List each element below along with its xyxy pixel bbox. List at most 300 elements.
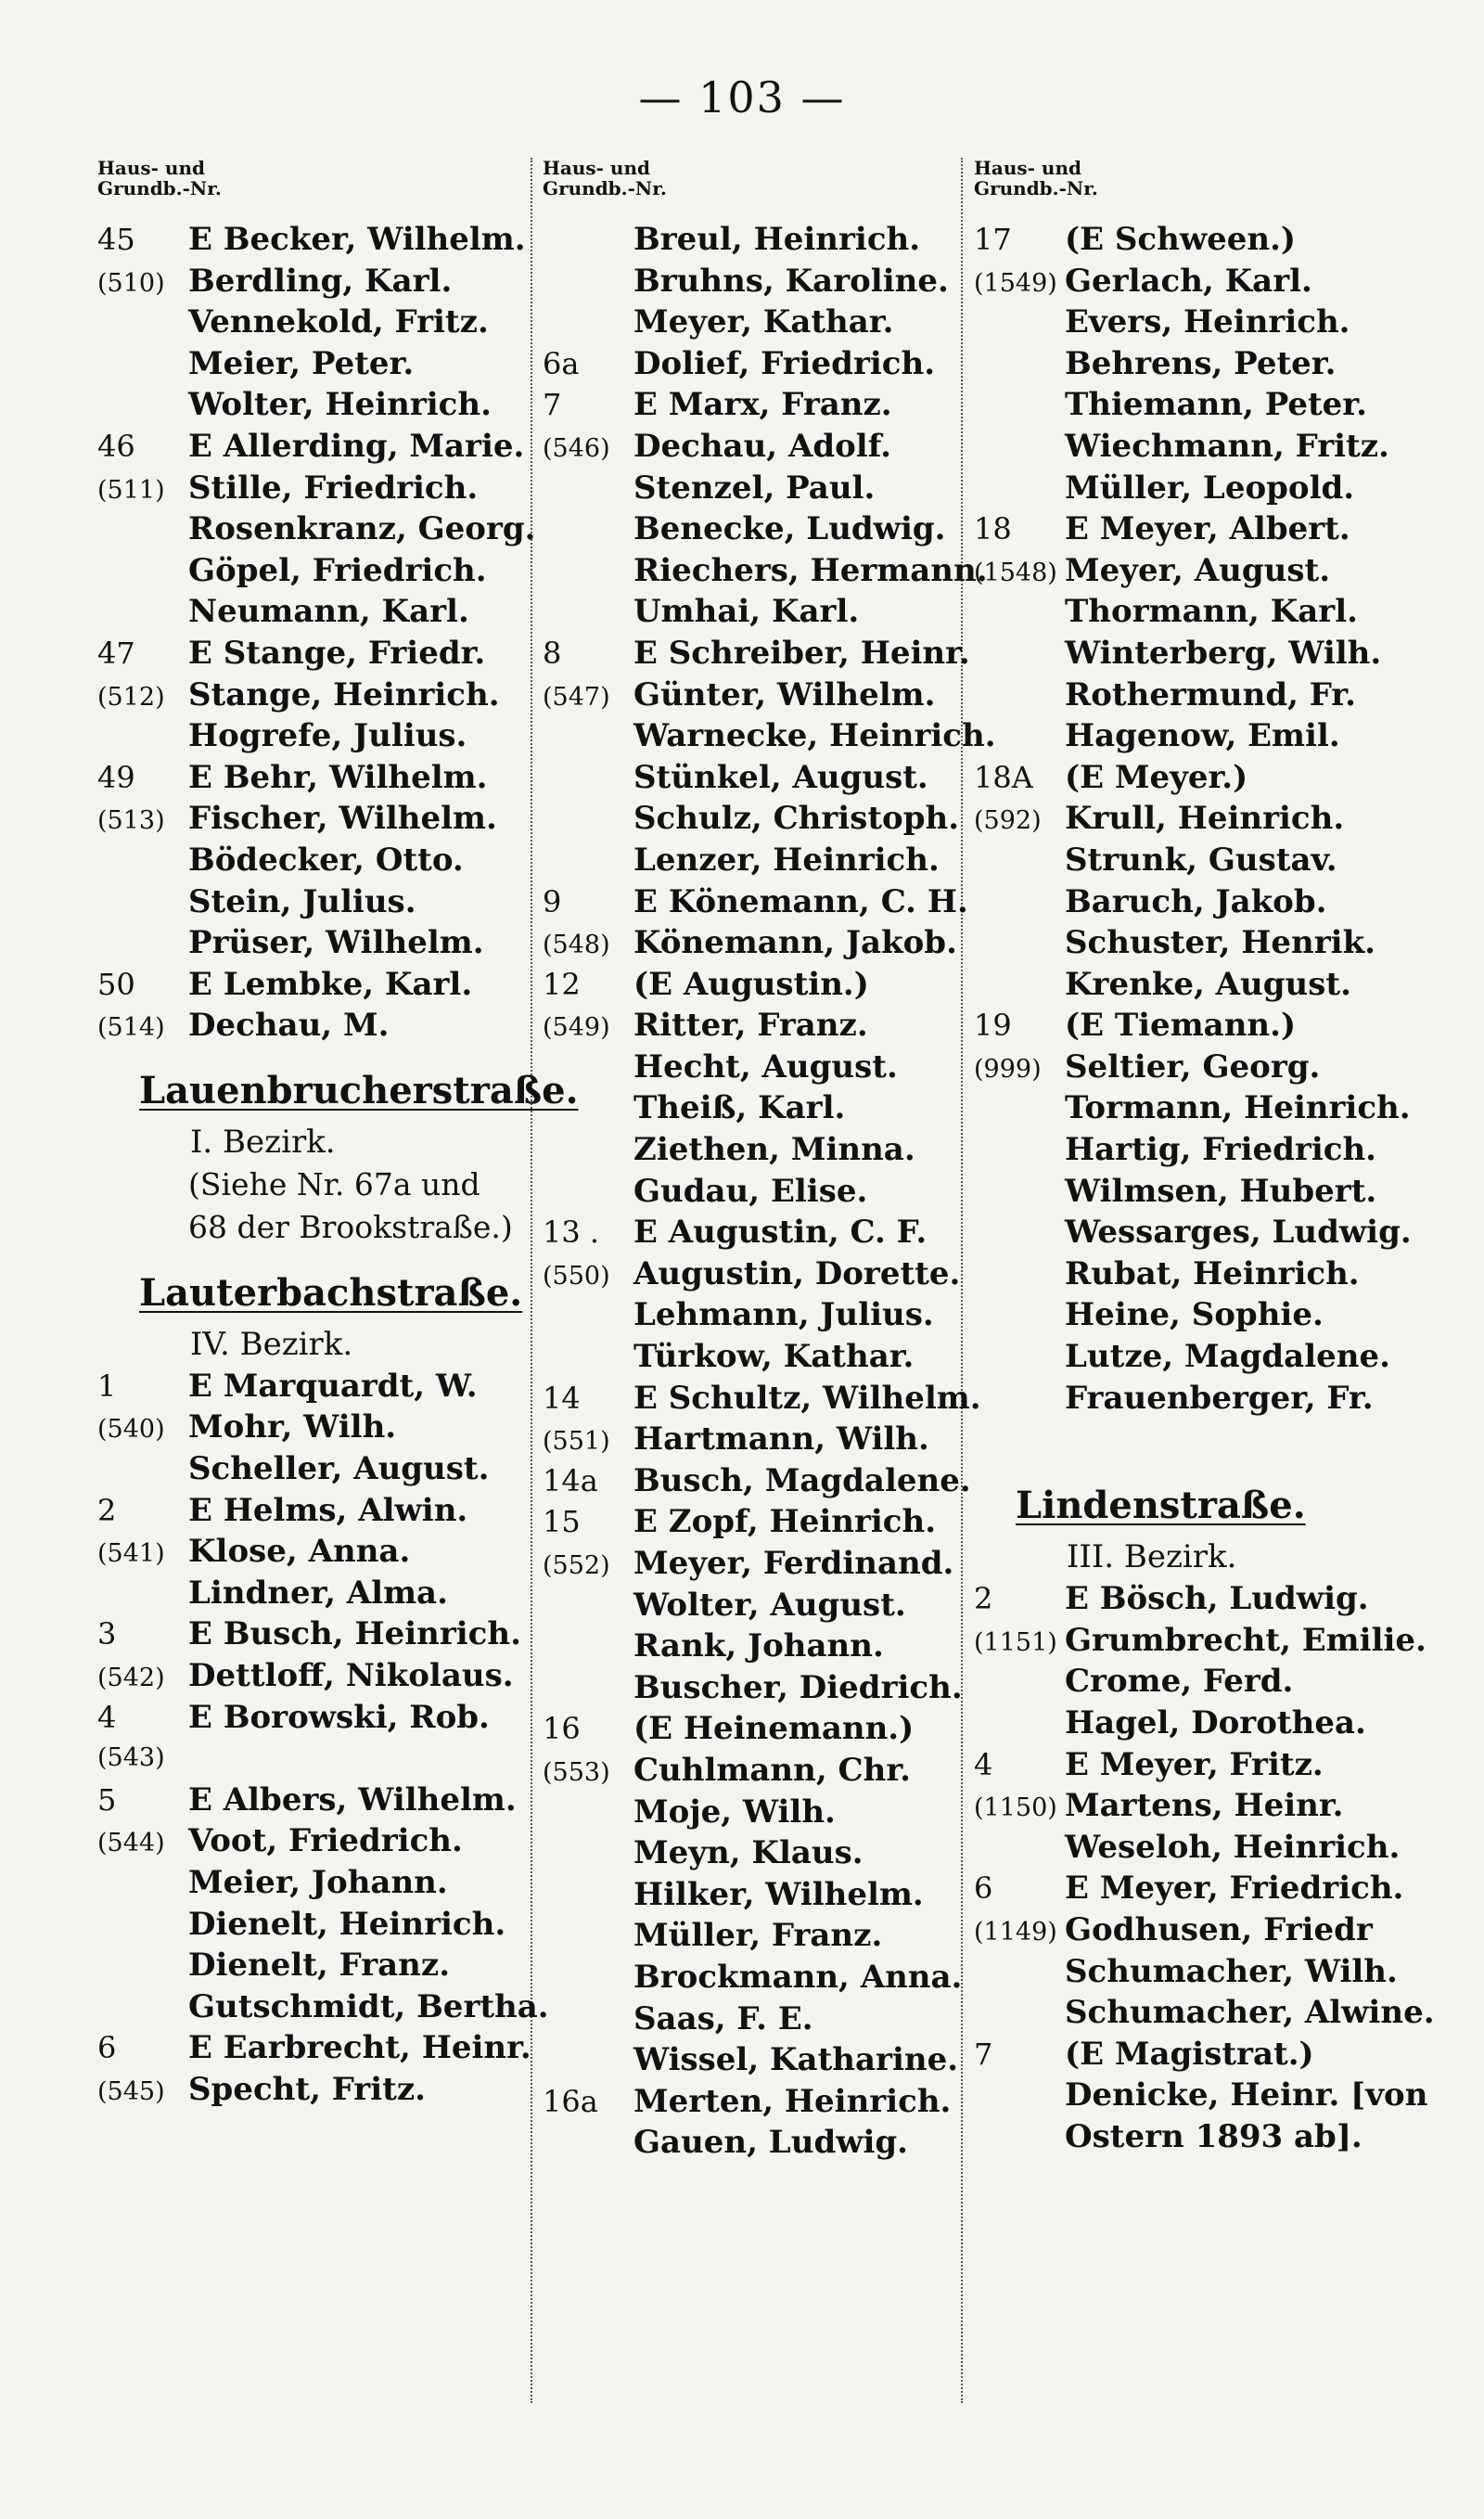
resident-name: Ritter, Franz. [633, 1007, 868, 1045]
directory-entry [97, 1945, 547, 1986]
directory-entry [97, 302, 547, 343]
resident-name: Gutschmidt, Bertha. [188, 1987, 549, 2025]
resident-name: E Allerding, Marie. [188, 427, 525, 465]
directory-entry [97, 1531, 547, 1573]
resident-name: Buscher, Diedrich. [633, 1668, 963, 1706]
directory-entry [974, 2034, 1424, 2076]
directory-entry [543, 550, 992, 592]
directory-entry [97, 343, 547, 385]
resident-name: Crome, Ferd. [1065, 1663, 1294, 1701]
directory-entry [974, 2075, 1428, 2116]
resident-name: Müller, Leopold. [1065, 469, 1355, 507]
resident-name: Bruhns, Karoline. [633, 262, 949, 300]
directory-entry [543, 1171, 992, 1213]
directory-entry [974, 1171, 1424, 1213]
resident-name: Hagel, Dorothea. [1065, 1704, 1366, 1741]
resident-name: Specht, Fritz. [188, 2070, 426, 2108]
directory-entry [97, 922, 547, 964]
house-number: (999) [974, 1054, 1042, 1084]
directory-entry [97, 757, 547, 799]
column-header [543, 158, 992, 219]
resident-name: Evers, Heinrich. [1065, 303, 1350, 341]
directory-entry [974, 591, 1424, 633]
resident-name: (E Meyer.) [1065, 758, 1248, 796]
house-number: (1150) [974, 1793, 1057, 1823]
resident-name: Wessarges, Ludwig. [1065, 1214, 1412, 1252]
resident-name: Gudau, Elise. [633, 1172, 868, 1210]
resident-name: Gauen, Ludwig. [633, 2124, 909, 2162]
directory-entry [97, 1490, 547, 1532]
directory-entry [543, 591, 992, 633]
column-3 [974, 157, 1435, 2158]
resident-name: Brockmann, Anna. [633, 1958, 963, 1996]
street-heading: Lauenbrucherstraße. [139, 1068, 579, 1112]
house-number: (550) [543, 1261, 610, 1291]
directory-entry [543, 675, 992, 716]
resident-name: Schumacher, Wilh. [1065, 1952, 1398, 1990]
house-number: 14a [543, 1462, 598, 1498]
resident-name: Schuster, Henrik. [1065, 924, 1375, 962]
resident-name: Umhai, Karl. [633, 593, 860, 631]
directory-entry [974, 840, 1424, 881]
directory-entry [97, 1005, 547, 1047]
directory-entry [543, 1957, 992, 1998]
directory-entry [974, 1378, 1424, 1420]
resident-name: Seltier, Georg. [1065, 1047, 1321, 1086]
resident-name: Lutze, Magdalene. [1065, 1338, 1390, 1376]
street-heading: Lindenstraße. [1016, 1484, 1306, 1528]
reference-note: 68 der Brookstraße.) [188, 1208, 513, 1245]
page-number: — 103 — [638, 72, 846, 122]
house-number: 8 [543, 635, 562, 671]
directory-entry [543, 219, 992, 261]
directory-entry [974, 468, 1424, 509]
directory-entry [97, 550, 547, 592]
house-number: (542) [97, 1664, 165, 1693]
resident-name: (E Schween.) [1065, 221, 1296, 258]
resident-name: Könemann, Jakob. [633, 924, 957, 962]
directory-entry [974, 1868, 1424, 1909]
resident-name: Dienelt, Heinrich. [188, 1905, 506, 1943]
directory-entry [974, 1703, 1424, 1744]
house-number: (1151) [974, 1627, 1057, 1657]
column-header-line: Grundb.-Nr. [97, 177, 222, 199]
directory-entry [97, 1407, 547, 1448]
house-number: 17 [974, 222, 1012, 257]
directory-entry [97, 798, 547, 840]
house-number: (514) [97, 1013, 165, 1043]
resident-name: Rosenkranz, Georg. [188, 510, 536, 548]
resident-name: Schumacher, Alwine. [1065, 1994, 1435, 2032]
house-number: 13 . [543, 1215, 600, 1251]
directory-entry [97, 881, 547, 923]
resident-name: Mohr, Wilh. [188, 1408, 397, 1446]
directory-entry [97, 219, 547, 261]
house-number: (510) [97, 268, 165, 298]
resident-name: Lenzer, Heinrich. [633, 841, 940, 879]
resident-name: Scheller, August. [188, 1450, 490, 1488]
directory-entry [974, 1661, 1424, 1703]
resident-name: E Meyer, Fritz. [1065, 1745, 1324, 1783]
directory-entry [543, 1792, 992, 1833]
house-number: (592) [974, 806, 1042, 836]
directory-entry [97, 1862, 547, 1904]
directory-entry [543, 633, 992, 675]
resident-name: Vennekold, Fritz. [188, 303, 489, 341]
directory-entry [543, 1212, 992, 1253]
resident-name: (E Tiemann.) [1065, 1007, 1297, 1045]
resident-name: Dechau, M. [188, 1007, 390, 1045]
directory-entry [974, 550, 1424, 592]
resident-name: Dienelt, Franz. [188, 1947, 451, 1985]
house-number: (545) [97, 2076, 165, 2106]
directory-entry [974, 798, 1424, 840]
directory-entry [543, 1501, 992, 1543]
resident-name: E Könemann, C. H. [633, 882, 968, 920]
resident-name: Weseloh, Heinrich. [1065, 1828, 1401, 1866]
directory-entry [543, 757, 992, 799]
resident-name: E Meyer, Friedrich. [1065, 1870, 1404, 1908]
resident-name: Wiechmann, Fritz. [1065, 427, 1389, 465]
directory-entry [97, 1904, 547, 1946]
directory-entry [543, 1336, 992, 1378]
house-number: 16 [543, 1711, 581, 1747]
resident-name: Winterberg, Wilh. [1065, 634, 1382, 672]
house-number: 5 [97, 1781, 117, 1818]
directory-entry [974, 261, 1424, 302]
house-number: (553) [543, 1757, 610, 1787]
directory-entry [543, 1874, 992, 1916]
directory-entry [543, 261, 992, 302]
directory-entry [543, 964, 992, 1006]
directory-entry [974, 1992, 1435, 2034]
directory-entry [97, 675, 547, 716]
directory-entry [543, 922, 992, 964]
directory-entry [974, 922, 1424, 964]
resident-name: Türkow, Kathar. [633, 1338, 915, 1376]
house-number: (544) [97, 1829, 165, 1858]
directory-entry [97, 1613, 547, 1655]
resident-name: Hilker, Wilhelm. [633, 1875, 924, 1913]
directory-entry [97, 840, 547, 881]
resident-name: E Augustin, C. F. [633, 1214, 928, 1252]
resident-name: Saas, F. E. [633, 1999, 813, 2037]
directory-entry [974, 1212, 1424, 1253]
directory-entry [97, 1366, 547, 1407]
house-number: 12 [543, 966, 581, 1002]
directory-entry [974, 219, 1424, 261]
house-number: 16a [543, 2083, 598, 2119]
house-number: 9 [543, 883, 562, 919]
resident-name: E Becker, Wilhelm. [188, 221, 526, 258]
column-header [97, 158, 547, 219]
resident-name: Godhusen, Friedr [1065, 1910, 1373, 1948]
resident-name: Denicke, Heinr. [von [1065, 2076, 1428, 2114]
resident-name: Stille, Friedrich. [188, 469, 479, 507]
directory-entry [974, 1336, 1424, 1378]
directory-entry [974, 384, 1424, 426]
resident-name: Theiß, Karl. [633, 1089, 846, 1127]
directory-entry [97, 1448, 547, 1490]
resident-name: Fischer, Wilhelm. [188, 800, 497, 838]
house-number: (549) [543, 1013, 610, 1043]
resident-name: (E Magistrat.) [1065, 2035, 1314, 2073]
house-number: (511) [97, 475, 165, 505]
resident-name: Moje, Wilh. [633, 1793, 836, 1831]
directory-entry [974, 1909, 1424, 1951]
resident-name: Martens, Heinr. [1065, 1787, 1344, 1825]
house-number: (540) [97, 1415, 165, 1445]
resident-name: E Marx, Franz. [633, 386, 892, 424]
directory-entry [543, 302, 992, 343]
street-heading: Lauterbachstraße. [139, 1270, 523, 1315]
directory-entry [974, 1253, 1424, 1295]
directory-entry [543, 1005, 992, 1047]
directory-entry [543, 1129, 992, 1171]
directory-entry [974, 1005, 1424, 1047]
directory-entry [97, 508, 547, 550]
directory-entry [97, 261, 547, 302]
directory-entry [543, 508, 992, 550]
directory-entry [97, 1697, 547, 1739]
directory-entry [974, 302, 1424, 343]
directory-entry [543, 2039, 992, 2081]
resident-name: Meyer, Kathar. [633, 303, 894, 341]
directory-entry [97, 426, 547, 468]
resident-name: E Busch, Heinrich. [188, 1615, 521, 1653]
resident-name: Meyer, August. [1065, 551, 1331, 589]
house-number: 2 [974, 1581, 993, 1617]
resident-name: Dolief, Friedrich. [633, 344, 936, 382]
resident-name: Meyer, Ferdinand. [633, 1545, 954, 1582]
resident-name: E Schultz, Wilhelm. [633, 1379, 981, 1417]
resident-name: Hagenow, Emil. [1065, 717, 1340, 755]
resident-name: Hartmann, Wilh. [633, 1420, 929, 1459]
directory-entry [974, 1129, 1424, 1171]
house-number: 1 [97, 1368, 117, 1404]
directory-entry [974, 1294, 1424, 1336]
directory-entry [97, 591, 547, 633]
directory-entry [97, 384, 547, 426]
resident-name: Müller, Franz. [633, 1917, 883, 1955]
directory-entry [974, 675, 1424, 716]
district-label: I. Bezirk. [190, 1123, 336, 1161]
resident-name: Göpel, Friedrich. [188, 551, 487, 589]
resident-name: Strunk, Gustav. [1065, 841, 1337, 879]
resident-name: E Helms, Alwin. [188, 1491, 468, 1529]
directory-entry [974, 343, 1424, 385]
house-number: 47 [97, 635, 135, 671]
directory-entry [543, 1543, 992, 1585]
house-number: 46 [97, 428, 135, 464]
directory-entry [97, 2027, 547, 2069]
house-number: 14 [543, 1380, 581, 1416]
directory-entry [974, 1744, 1424, 1786]
house-number: (543) [97, 1743, 165, 1773]
directory-entry [543, 1750, 992, 1792]
directory-entry [97, 715, 547, 757]
directory-entry [543, 1047, 992, 1088]
resident-name: (E Augustin.) [633, 965, 869, 1003]
directory-entry [974, 1620, 1424, 1662]
resident-name: E Borowski, Rob. [188, 1698, 490, 1736]
directory-entry [974, 508, 1424, 550]
directory-entry [974, 757, 1424, 799]
directory-entry [974, 881, 1424, 923]
directory-entry [543, 1708, 992, 1750]
directory-entry [97, 1820, 547, 1862]
resident-name: Neumann, Karl. [188, 593, 469, 631]
resident-name: Wolter, August. [633, 1586, 906, 1624]
directory-entry [543, 1626, 992, 1667]
resident-name: Augustin, Dorette. [633, 1254, 961, 1292]
resident-name: Meier, Peter. [188, 344, 415, 382]
resident-name: Stünkel, August. [633, 758, 928, 796]
directory-entry [974, 715, 1424, 757]
directory-entry [543, 468, 992, 509]
resident-name: Hecht, August. [633, 1047, 898, 1086]
directory-entry [543, 840, 992, 881]
directory-entry [97, 1655, 547, 1697]
resident-name: E Lembke, Karl. [188, 965, 473, 1003]
house-number: (1549) [974, 268, 1057, 298]
house-number: (546) [543, 433, 610, 463]
resident-name: Wolter, Heinrich. [188, 386, 492, 424]
directory-entry [974, 633, 1424, 675]
resident-name: Krull, Heinrich. [1065, 800, 1345, 838]
directory-entry [97, 2069, 547, 2111]
house-number: (1548) [974, 558, 1057, 587]
resident-name: Riechers, Hermann. [633, 551, 988, 589]
directory-entry [543, 1253, 992, 1295]
directory-entry [97, 1986, 547, 2028]
resident-name: Tormann, Heinrich. [1065, 1089, 1411, 1127]
resident-name: E Bösch, Ludwig. [1065, 1580, 1369, 1618]
resident-name: Krenke, August. [1065, 965, 1351, 1003]
resident-name: Dettloff, Nikolaus. [188, 1657, 514, 1695]
column-header-line: Haus- und [974, 157, 1081, 179]
house-number: (547) [543, 682, 610, 712]
house-number: 6 [97, 2030, 117, 2066]
resident-name: Dechau, Adolf. [633, 427, 891, 465]
directory-entry [543, 1087, 992, 1129]
resident-name: E Marquardt, W. [188, 1367, 478, 1405]
directory-entry [974, 1578, 1424, 1620]
directory-entry [543, 2081, 992, 2123]
resident-name: Baruch, Jakob. [1065, 882, 1327, 920]
resident-name: Merten, Heinrich. [633, 2082, 952, 2120]
district-label: IV. Bezirk. [190, 1325, 353, 1363]
resident-name: Stenzel, Paul. [633, 469, 876, 507]
directory-entry [543, 2122, 992, 2164]
resident-name: Bödecker, Otto. [188, 841, 464, 879]
house-number: (551) [543, 1427, 610, 1457]
house-number: 6a [543, 345, 580, 381]
resident-name: Behrens, Peter. [1065, 344, 1337, 382]
house-number: 18 [974, 511, 1012, 547]
house-number: (1149) [974, 1917, 1057, 1947]
resident-name: Rubat, Heinrich. [1065, 1254, 1360, 1292]
resident-name: Grumbrecht, Emilie. [1065, 1621, 1426, 1659]
resident-name: Stein, Julius. [188, 882, 416, 920]
resident-name: Wissel, Katharine. [633, 2041, 959, 2079]
directory-entry [543, 1585, 992, 1626]
directory-entry [543, 1998, 992, 2040]
directory-entry [543, 1667, 992, 1709]
resident-name: Hogrefe, Julius. [188, 717, 467, 755]
resident-name: Voot, Friedrich. [188, 1822, 463, 1860]
directory-entry [974, 2116, 1424, 2158]
district-label: III. Bezirk. [1067, 1538, 1237, 1576]
directory-entry [543, 881, 992, 923]
house-number: 15 [543, 1504, 581, 1540]
resident-name: Thiemann, Peter. [1065, 386, 1367, 424]
house-number: 7 [974, 2036, 993, 2072]
directory-entry [543, 384, 992, 426]
resident-name: Rothermund, Fr. [1065, 675, 1356, 713]
reference-note: (Siehe Nr. 67a und [188, 1165, 480, 1202]
resident-name: Warnecke, Heinrich. [633, 717, 996, 755]
column-header-line: Haus- und [97, 157, 205, 179]
house-number: (548) [543, 931, 610, 960]
house-number: 18A [974, 759, 1033, 795]
column-header-line: Grundb.-Nr. [543, 177, 667, 199]
directory-entry [97, 468, 547, 509]
house-number: 19 [974, 1008, 1012, 1044]
resident-name: Wilmsen, Hubert. [1065, 1172, 1377, 1210]
house-number: 4 [974, 1746, 993, 1782]
resident-name: Lindner, Alma. [188, 1574, 448, 1612]
resident-name: Klose, Anna. [188, 1533, 411, 1571]
house-number: 2 [97, 1492, 117, 1528]
house-number: (512) [97, 682, 165, 712]
directory-entry [543, 715, 996, 757]
resident-name: (E Heinemann.) [633, 1710, 915, 1748]
resident-name: Heine, Sophie. [1065, 1296, 1324, 1334]
directory-entry [974, 426, 1424, 468]
directory-entry [97, 1738, 547, 1780]
directory-entry [97, 633, 547, 675]
column-header [974, 158, 1424, 219]
house-number: 4 [97, 1699, 117, 1735]
resident-name: E Behr, Wilhelm. [188, 758, 488, 796]
house-number: (552) [543, 1551, 610, 1580]
directory-entry [543, 343, 992, 385]
resident-name: Rank, Johann. [633, 1627, 884, 1665]
resident-name: Lehmann, Julius. [633, 1296, 934, 1334]
resident-name: Breul, Heinrich. [633, 221, 921, 258]
resident-name: Frauenberger, Fr. [1065, 1379, 1374, 1417]
resident-name: E Stange, Friedr. [188, 634, 486, 672]
directory-entry [543, 1832, 992, 1874]
directory-entry [974, 964, 1424, 1006]
house-number: 6 [974, 1870, 993, 1907]
directory-entry [543, 1378, 992, 1420]
resident-name: Prüser, Wilhelm. [188, 924, 484, 962]
resident-name: E Meyer, Albert. [1065, 510, 1350, 548]
resident-name: Thormann, Karl. [1065, 593, 1358, 631]
directory-entry [97, 1780, 547, 1821]
directory-entry [543, 1460, 992, 1502]
column-header-line: Grundb.-Nr. [974, 177, 1098, 199]
resident-name: Cuhlmann, Chr. [633, 1751, 911, 1789]
directory-entry [543, 426, 992, 468]
resident-name: Meyn, Klaus. [633, 1834, 864, 1872]
resident-name: Stange, Heinrich. [188, 675, 500, 713]
resident-name: E Schreiber, Heinr. [633, 634, 970, 672]
house-number: 50 [97, 966, 135, 1002]
directory-entry [974, 1087, 1424, 1129]
